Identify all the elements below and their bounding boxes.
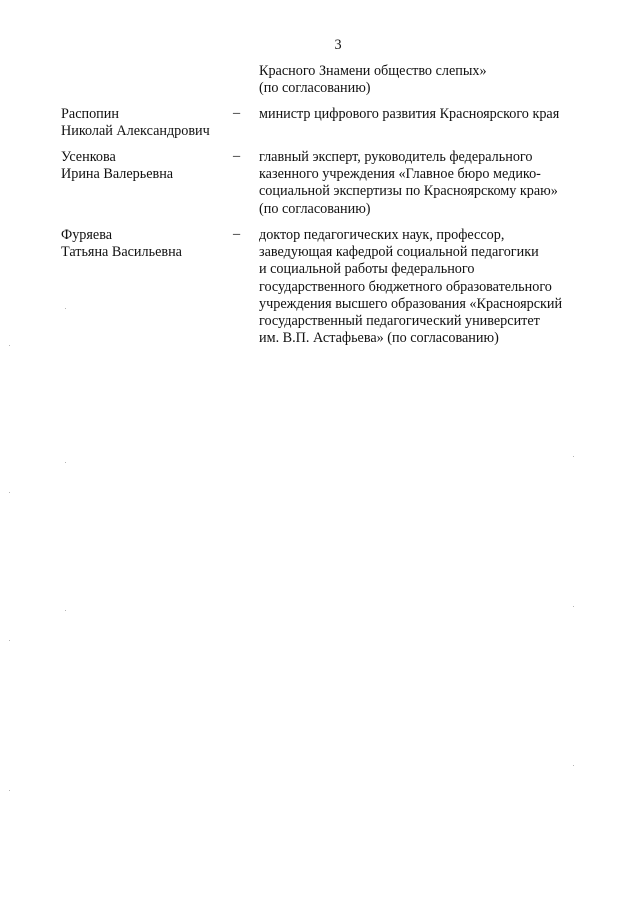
text-line: министр цифрового развития Красноярского края — [259, 106, 560, 122]
text-line: главный эксперт, руководитель федерального — [259, 149, 533, 165]
given-names: Николай Александрович — [61, 123, 210, 140]
scan-speck — [573, 606, 574, 607]
text-line: им. В.П. Астафьева» (по согласованию) — [259, 330, 499, 347]
member-name — [61, 227, 231, 261]
surname: Фуряева — [61, 227, 113, 243]
text-line: Красного Знамени общество слепых» — [259, 63, 487, 79]
scan-speck — [9, 492, 10, 493]
member-role — [259, 149, 609, 218]
text-line: учреждения высшего образования «Красноярский — [259, 295, 563, 312]
given-names: Ирина Валерьевна — [61, 166, 174, 183]
text-line: заведующая кафедрой социальной педагогики — [259, 244, 539, 261]
text-line: социальной экспертизы по Красноярскому краю» — [259, 183, 558, 200]
member-name — [61, 149, 231, 183]
given-names: Татьяна Васильевна — [61, 244, 182, 261]
continued-role-text — [259, 63, 487, 97]
page-number: 3 — [334, 37, 342, 53]
text-line: (по согласованию) — [259, 80, 371, 97]
scan-speck — [9, 640, 10, 641]
scan-speck — [573, 456, 574, 457]
text-line: (по согласованию) — [259, 200, 371, 217]
text-line: казенного учреждения «Главное бюро медико- — [259, 166, 541, 183]
text-line: государственного бюджетного образовательного — [259, 278, 552, 295]
member-role — [259, 106, 609, 123]
text-line: и социальной работы федерального — [259, 261, 475, 278]
scan-speck — [9, 790, 10, 791]
text-line: доктор педагогических наук, профессор, — [259, 227, 505, 243]
scan-speck — [65, 308, 66, 309]
scan-speck — [65, 462, 66, 463]
surname: Усенкова — [61, 149, 116, 165]
scan-speck — [9, 345, 10, 346]
text-line: государственный педагогический университет — [259, 313, 540, 330]
dash-separator: – — [233, 226, 241, 242]
member-role — [259, 227, 609, 347]
scan-speck — [65, 610, 66, 611]
member-name — [61, 106, 231, 140]
dash-separator: – — [233, 148, 241, 164]
surname: Распопин — [61, 106, 119, 122]
scan-speck — [573, 765, 574, 766]
dash-separator: – — [233, 105, 241, 121]
